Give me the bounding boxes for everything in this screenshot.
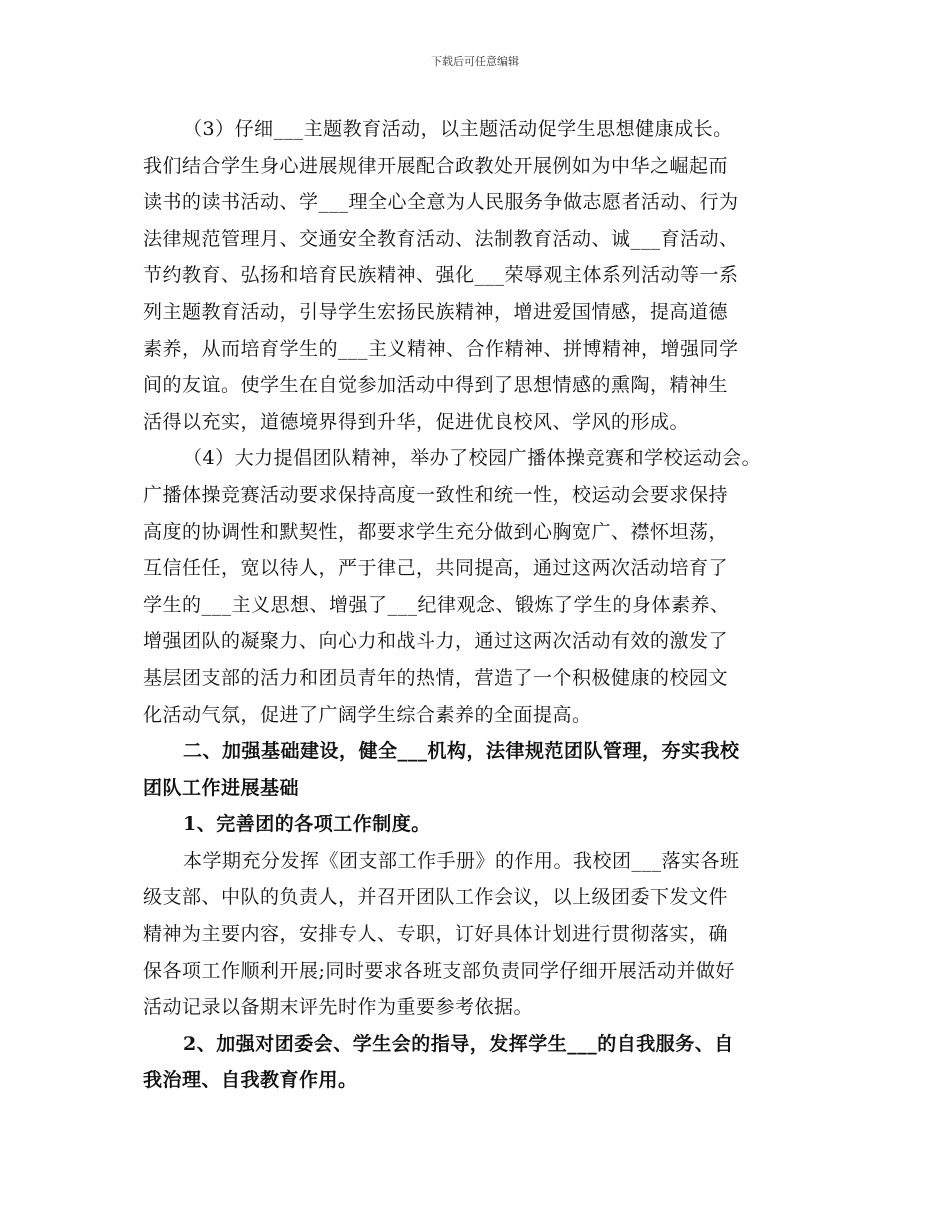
paragraph-line: 间的友谊。使学生在自觉参加活动中得到了思想情感的熏陶，精神生: [143, 374, 729, 397]
paragraph-line: 级支部、中队的负责人，并召开团队工作会议，以上级团委下发文件: [143, 886, 729, 909]
paragraph-line: 学生的___主义思想、增强了___纪律观念、锻炼了学生的身体素养、: [143, 593, 730, 616]
paragraph-line: 法律规范管理月、交通安全教育活动、法制教育活动、诚___育活动、: [143, 227, 739, 250]
paragraph-line: 我们结合学生身心进展规律开展配合政教处开展例如为中华之崛起而: [143, 154, 729, 177]
paragraph-line: 互信任任，宽以待人，严于律己，共同提高，通过这两次活动培育了: [143, 557, 729, 580]
document-body: [143, 111, 811, 1099]
heading-line: 二、加强基础建设，健全___机构，法律规范团队管理，夯实我校: [183, 740, 740, 763]
paragraph-line: 化活动气氛，促进了广阔学生综合素养的全面提高。: [143, 703, 592, 726]
paragraph-line: 活动记录以备期末评先时作为重要参考依据。: [143, 996, 534, 1019]
paragraph-line: （3）仔细___主题教育活动，以主题活动促学生思想健康成长。: [183, 118, 733, 140]
paragraph-line: 活得以充实，道德境界得到升华，促进优良校风、学风的形成。: [143, 410, 690, 433]
paragraph-line: 节约教育、弘扬和培育民族精神、强化___荣辱观主体系列活动等一系: [143, 264, 739, 287]
paragraph-line: 广播体操竞赛活动要求保持高度一致性和统一性，校运动会要求保持: [143, 483, 729, 506]
paragraph-line: 高度的协调性和默契性，都要求学生充分做到心胸宽广、襟怀坦荡，: [143, 520, 729, 543]
paragraph-line: 精神为主要内容，安排专人、专职，订好具体计划进行贯彻落实，确: [143, 923, 729, 946]
page-header: 下载后可任意编辑: [431, 55, 519, 68]
paragraph-line: 保各项工作顺利开展;同时要求各班支部负责同学仔细开展活动并做好: [143, 959, 735, 982]
paragraph-line: 基层团支部的活力和团员青年的热情，营造了一个积极健康的校园文: [143, 666, 729, 689]
heading-line: 1、完善团的各项工作制度。: [183, 813, 431, 836]
paragraph-line: （4）大力提倡团队精神，举办了校园广播体操竞赛和学校运动会。: [183, 447, 762, 470]
paragraph-line: 本学期充分发挥《团支部工作手册》的作用。我校团___落实各班: [183, 849, 740, 872]
heading-line: 团队工作进展基础: [143, 776, 300, 799]
paragraph-line: 列主题教育活动，引导学生宏扬民族精神，增进爱国情感，提高道德: [143, 300, 729, 323]
paragraph-line: 增强团队的凝聚力、向心力和战斗力，通过这两次活动有效的激发了: [143, 630, 729, 653]
paragraph-line: 素养，从而培育学生的___主义精神、合作精神、拼博精神，增强同学: [143, 337, 739, 360]
heading-line: 2、加强对团委会、学生会的指导，发挥学生___的自我服务、自: [183, 1032, 734, 1055]
heading-line: 我治理、自我教育作用。: [143, 1069, 358, 1092]
paragraph-line: 读书的读书活动、学___理全心全意为人民服务争做志愿者活动、行为: [143, 191, 739, 214]
